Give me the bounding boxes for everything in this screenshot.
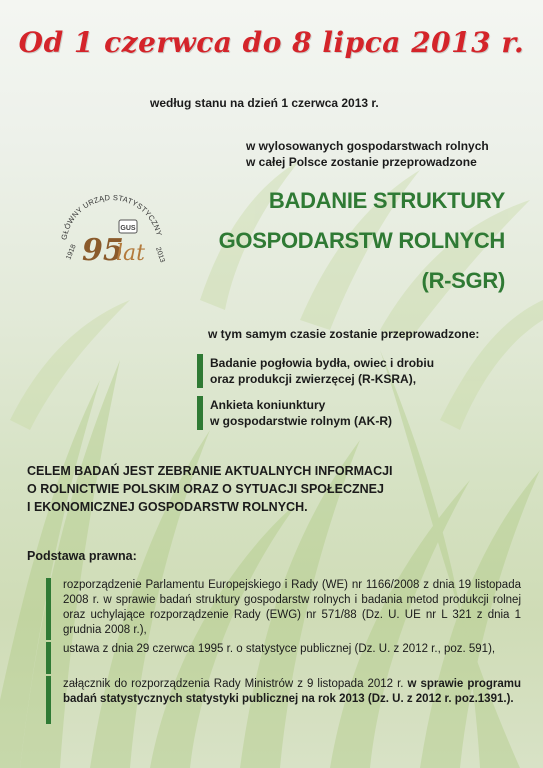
logo-arc-text: GŁÓWNY URZĄD STATYSTYCZNY <box>59 192 164 241</box>
logo-anniversary-word: lat <box>116 241 145 266</box>
bullet-marker <box>197 354 203 388</box>
legal-item-2: ustawa z dnia 29 czerwca 1995 r. o statystyce publicznej (Dz. U. z 2012 r., poz. 591), <box>63 643 496 655</box>
bullet-marker <box>197 396 203 430</box>
bullet-marker <box>46 642 51 674</box>
intro-line-2: w całej Polsce zostanie przeprowadzone <box>246 155 477 169</box>
logo-anniversary-number: 95 <box>82 233 124 268</box>
legal-heading: Podstawa prawna: <box>27 549 137 563</box>
also-item-2-line-2: w gospodarstwie rolnym (AK-R) <box>210 414 393 428</box>
logo-badge: GUS <box>120 225 136 232</box>
legal-item-1: rozporządzenie Parlamentu Europejskiego i Rady (WE) nr 1166/2008 z dnia 19 listopada 2008 r. w sprawie badań struktury gospodarstw rolnych i badania metod produkcji rolnej oraz uchylające rozporządzenie Rady (EWG) nr 571/88 (Dz. U. UE nr L 321 z dnia 1 grudnia 2008 r.), <box>63 579 521 636</box>
survey-name-line-1: BADANIE STRUKTURY <box>268 188 505 213</box>
page-title: Od 1 czerwca do 8 lipca 2013 r. <box>18 26 525 59</box>
survey-name-line-2: GOSPODARSTW ROLNYCH <box>218 228 505 253</box>
aim-line-3: I EKONOMICZNEJ GOSPODARSTW ROLNYCH. <box>27 500 308 514</box>
also-heading: w tym samym czasie zostanie przeprowadzone: <box>208 327 480 341</box>
also-item-1-line-1: Badanie pogłowia bydła, owiec i drobiu <box>210 356 435 370</box>
status-date: według stanu na dzień 1 czerwca 2013 r. <box>150 96 379 110</box>
legal-item-3-bold: w sprawie programu badań statystycznych statystyki publicznej na rok 2013 (Dz. U. z 2012 r. poz.1391.). <box>63 678 521 705</box>
also-item-1-line-2: oraz produkcji zwierzęcej (R-KSRA), <box>210 372 417 386</box>
aim-line-1: CELEM BADAŃ JEST ZEBRANIE AKTUALNYCH INFORMACJI <box>27 464 393 478</box>
survey-abbr: (R-SGR) <box>421 268 505 293</box>
legal-item-3 <box>63 677 521 707</box>
logo-year-right: 2013 <box>154 246 166 264</box>
legal-item-3-plain: załącznik do rozporządzenia Rady Ministrów z 9 listopada 2012 r. <box>63 678 408 690</box>
logo-year-left: 1918 <box>65 243 78 261</box>
intro-line-1: w wylosowanych gospodarstwach rolnych <box>246 139 489 153</box>
aim-line-2: O ROLNICTWIE POLSKIM ORAZ O SYTUACJI SPOŁECZNEJ <box>27 482 384 496</box>
also-item-2-line-1: Ankieta koniunktury <box>210 398 326 412</box>
bullet-marker <box>46 578 51 640</box>
gus-95-logo <box>52 176 172 296</box>
bullet-marker <box>46 676 51 724</box>
